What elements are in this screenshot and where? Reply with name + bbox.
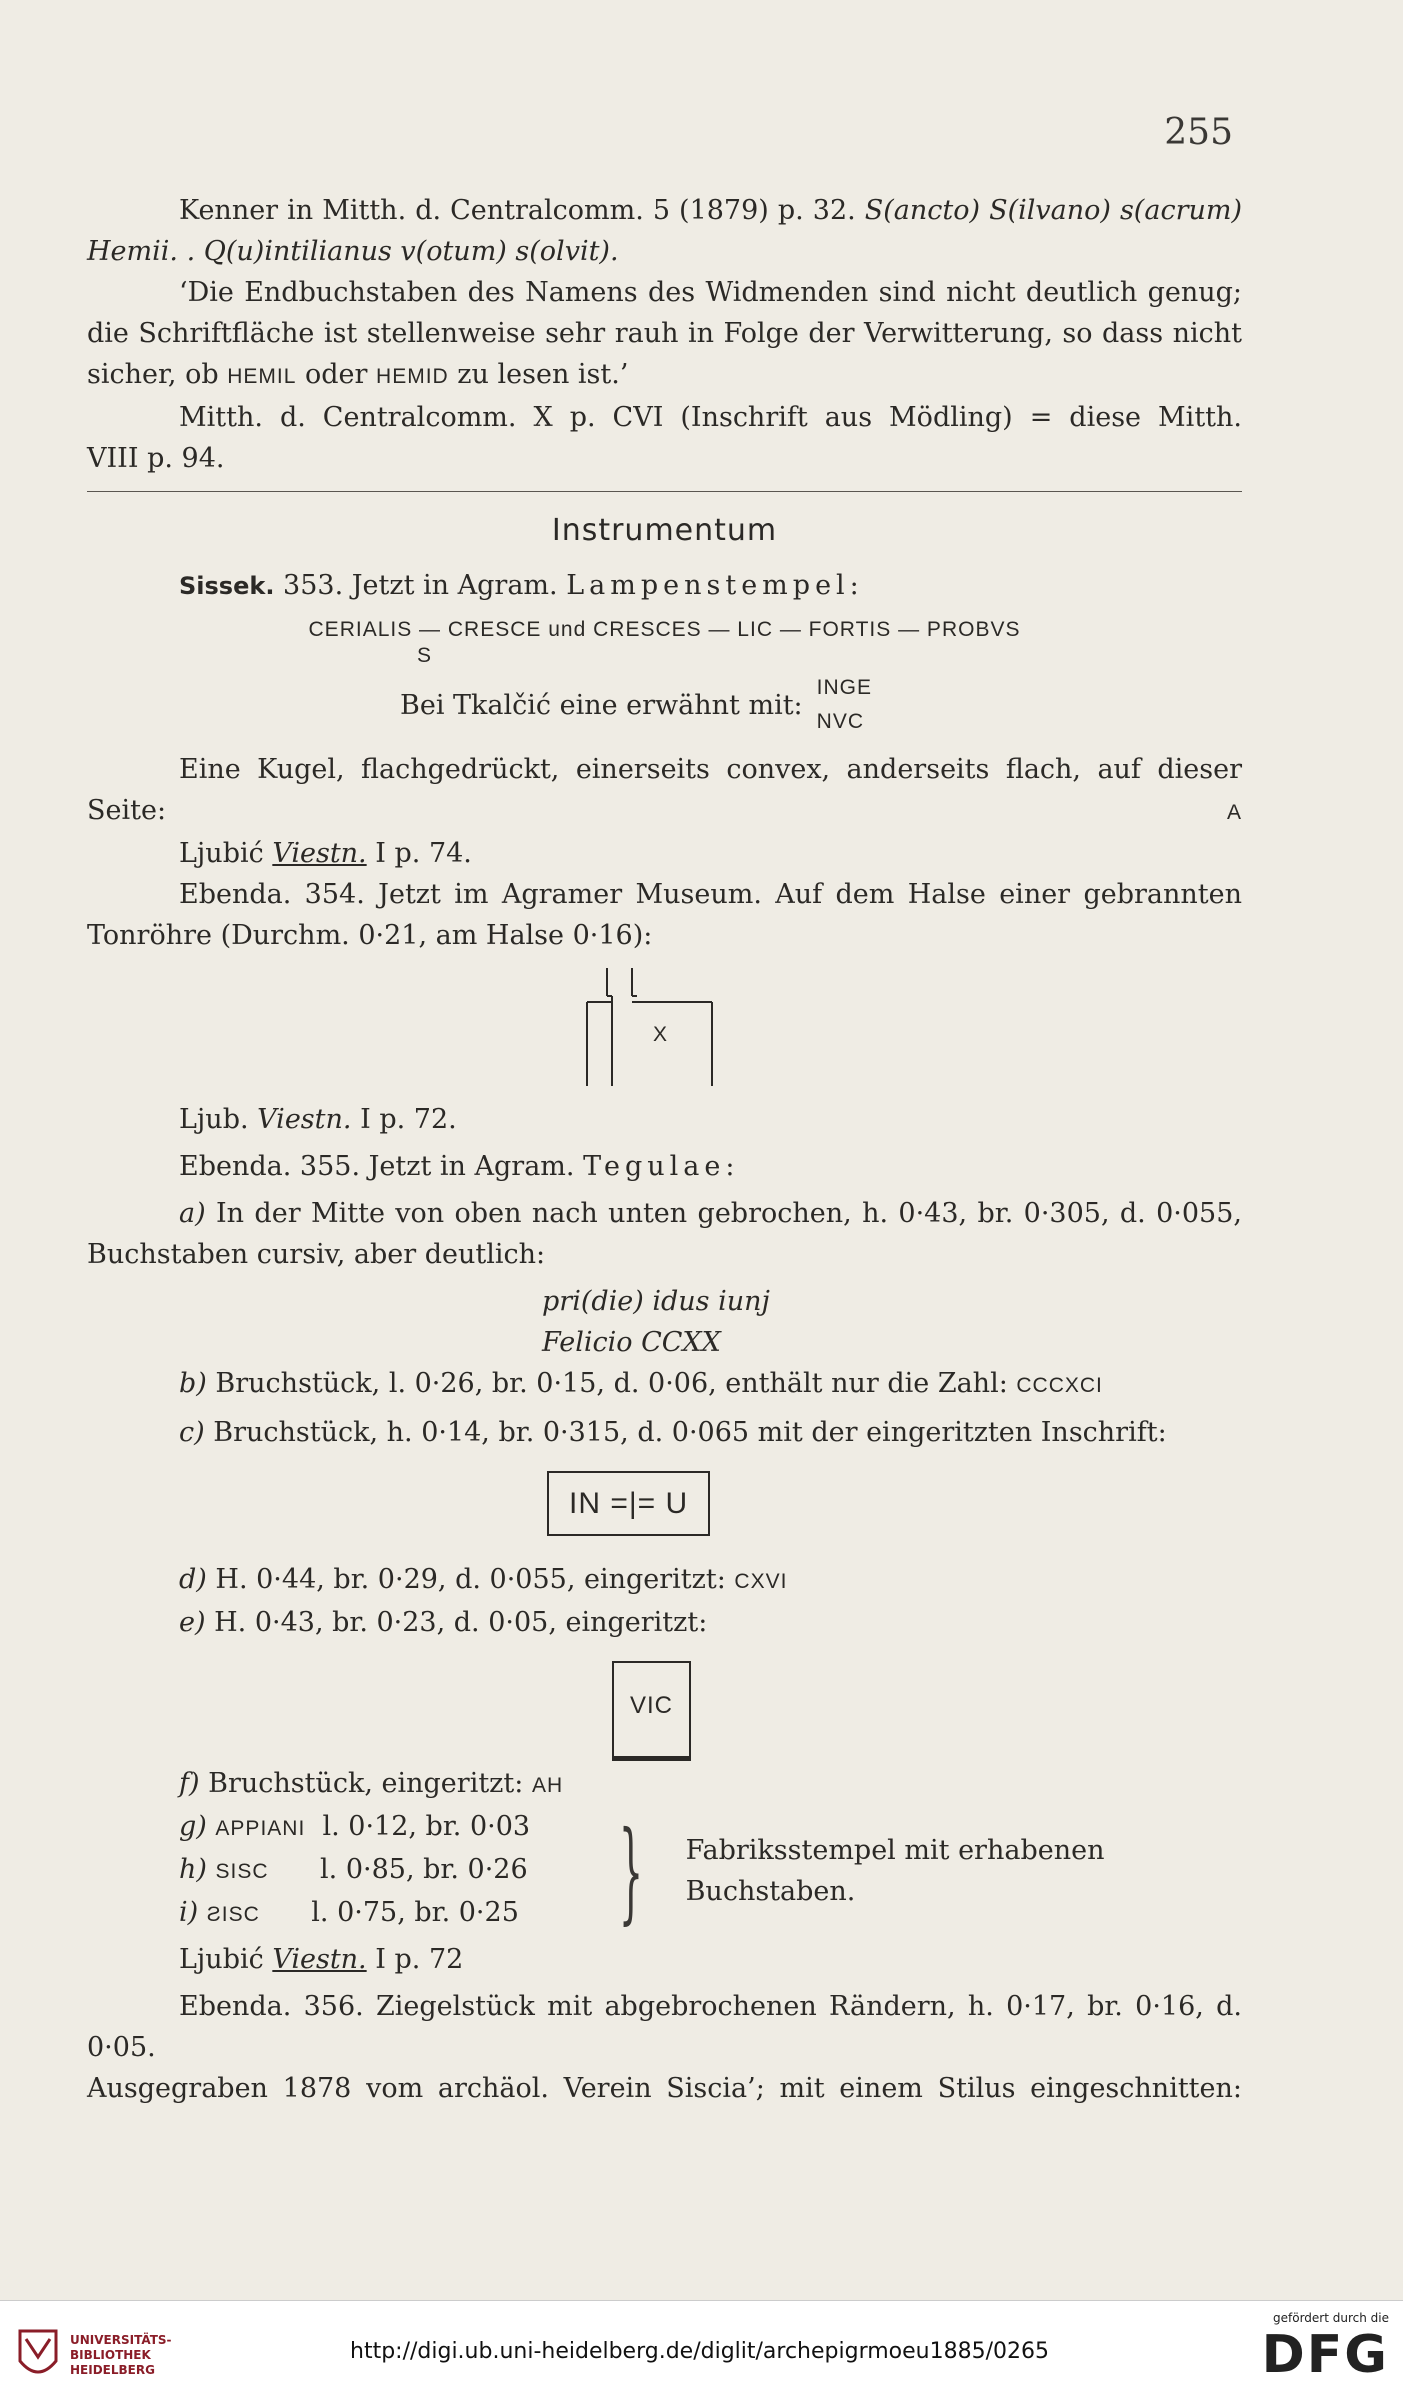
item-i: i) ƧISC l. 0·75, br. 0·25 [179,1897,519,1928]
section-heading: Instrumentum [551,513,778,548]
entry-355: Ebenda. 355. Jetzt in Agram. Tegulae: [179,1151,740,1182]
grouping-brace: } [618,1806,643,1935]
item-c: c) Bruchstück, h. 0·14, br. 0·315, d. 0·065 mit der eingeritzten Inschrift: [179,1417,1167,1448]
tkalcic-note: Bei Tkalčić eine erwähnt mit: INGE NVC [400,676,872,733]
tube-drawing [87,956,1242,1091]
library-seal-icon [16,2327,60,2383]
item-f: f) Bruchstück, eingeritzt: AH [179,1768,564,1799]
paragraph-endbuchstaben: ‘Die Endbuchstaben des Namens des Widmenden sind nicht deutlich genug; [179,277,1242,308]
paragraph-kenner: Kenner in Mitth. d. Centralcomm. 5 (1879) p. 32. S(ancto) S(ilvano) s(acrum) [179,195,1242,226]
paragraph-mitth: Mitth. d. Centralcomm. X p. CVI (Inschrift aus Mödling) = diese Mitth. [179,402,1242,433]
inscription-a-line1: pri(die) idus iunj [542,1286,770,1317]
entry-354: Ebenda. 354. Jetzt im Agramer Museum. Auf dem Halse einer gebrannten [179,879,1242,910]
page-number: 255 [1164,112,1233,153]
entry-356: Ebenda. 356. Ziegelstück mit abgebrochenen Rändern, h. 0·17, br. 0·16, d. 0·05. [87,1991,1242,2063]
inscription-e-box: VIC [612,1661,691,1761]
inscription-reading: Hemii. . Q(u)intilianus v(otum) s(olvit). [87,236,619,267]
section-divider [87,491,1242,492]
inscription-c-box: IN =|= U [547,1471,710,1536]
item-h: h) SISC l. 0·85, br. 0·26 [179,1854,528,1885]
items-g-h-i [87,1806,1242,1935]
body-text: Kenner in Mitth. d. Centralcomm. 5 (1879) p. 32. S(ancto) S(ilvano) s(acrum) Hemii. . Q(u)intilianus v(otum) s(olvit). ‘Die Endbuchstaben des Namens des Widmenden sind nicht deutlich genug; die Schriftfläche ist stellenweise sehr rauh in Folge der Verwitterung, so dass nicht sicher, ob HEMIL oder HEMID zu lesen ist.’ Mitth. d. Centralcomm. X p. CVI (Inschrift aus Mödling) = diese Mitth. VIII p. 94. Instrumentum Sissek. 353. Jetzt in Agram. Lampenstempel: CERIALIS — CRESCE und CRESCES — LIC — FORTIS — PROBVS S Bei Tkalčić eine erwähnt mit: INGE NVC Eine Kugel, flachgedrückt, einerseits convex, anderseits flach, auf dieser Seite: A Ljubić Viestn. I p. 74. Ebenda. 354. Jetzt im Agramer Museum. Auf dem Halse einer gebrannten Tonröhre (Durchm. 0·21, am Halse 0·16): X Ljub. Viestn. I p. 72. Ebenda. 355. Jetzt in Agram. Tegulae: a) In der Mitte von oben nach unten gebrochen, h. 0·43, br. 0·305, d. 0·055, Buchstaben cursiv, aber deutlich: pri(die) idus iunj Felicio CCXX b) Bruchstück, l. 0·26, br. 0·15, d. 0·06, enthält nur die Zahl: CCCXCI c) Bruchstück, h. 0·14, br. 0·315, d. 0·065 mit der eingeritzten Inschrift: IN =|= U d) H. 0·44, br. 0·29, d. 0·055, eingeritzt: CXVI e) H. 0·43, br. 0·23, d. 0·05, eingeritzt: VIC f) Bruchstück, eingeritzt: AH g) APPIANI l. 0·12, br. 0·03 h) SISC l. 0·85, br. 0·26 i) ƧISC l. 0·75, br. 0·25 } Fabriksstempel mit erhabenen Buchstaben. Ljubić Viestn. I p. 72 Ebenda. 356. Ziegelstück mit abgebrochenen Rändern, h. 0·17, br. 0·16, d. 0·05. Ausgegraben 1878 vom archäol. Verein Siscia’; mit einem Stilus eingeschnitten: [87,190,1242,2109]
item-b: b) Bruchstück, l. 0·26, br. 0·15, d. 0·06, enthält nur die Zahl: CCCXCI [179,1368,1103,1399]
tube-mark: X [653,1023,669,1046]
source-url-link[interactable]: http://digi.ub.uni-heidelberg.de/diglit/archepigrmoeu1885/0265 [350,2339,1049,2364]
entry-353: Sissek. 353. Jetzt in Agram. Lampenstempel: [179,570,864,601]
dfg-logo: gefördert durch die DFG [1261,2311,1389,2385]
item-g: g) APPIANI l. 0·12, br. 0·03 [179,1811,531,1842]
paragraph-kugel: Eine Kugel, flachgedrückt, einerseits convex, anderseits flach, auf dieser Seite: A [87,754,1242,826]
item-e: e) H. 0·43, br. 0·23, d. 0·05, eingeritzt: [179,1607,708,1638]
footer-bar [0,2300,1403,2404]
library-logo: UNIVERSITÄTS- BIBLIOTHEK HEIDELBERG [16,2327,172,2383]
inscription-a-line2: Felicio CCXX [542,1327,721,1358]
item-d: d) H. 0·44, br. 0·29, d. 0·055, eingeritzt: CXVI [179,1564,788,1595]
lamp-stamps: CERIALIS — CRESCE und CRESCES — LIC — FORTIS — PROBVS [308,618,1021,641]
item-a: a) In der Mitte von oben nach unten gebrochen, h. 0·43, br. 0·305, d. 0·055, [179,1198,1242,1229]
fabrik-note: Fabriksstempel mit erhabenen Buchstaben. [685,1834,1105,1907]
